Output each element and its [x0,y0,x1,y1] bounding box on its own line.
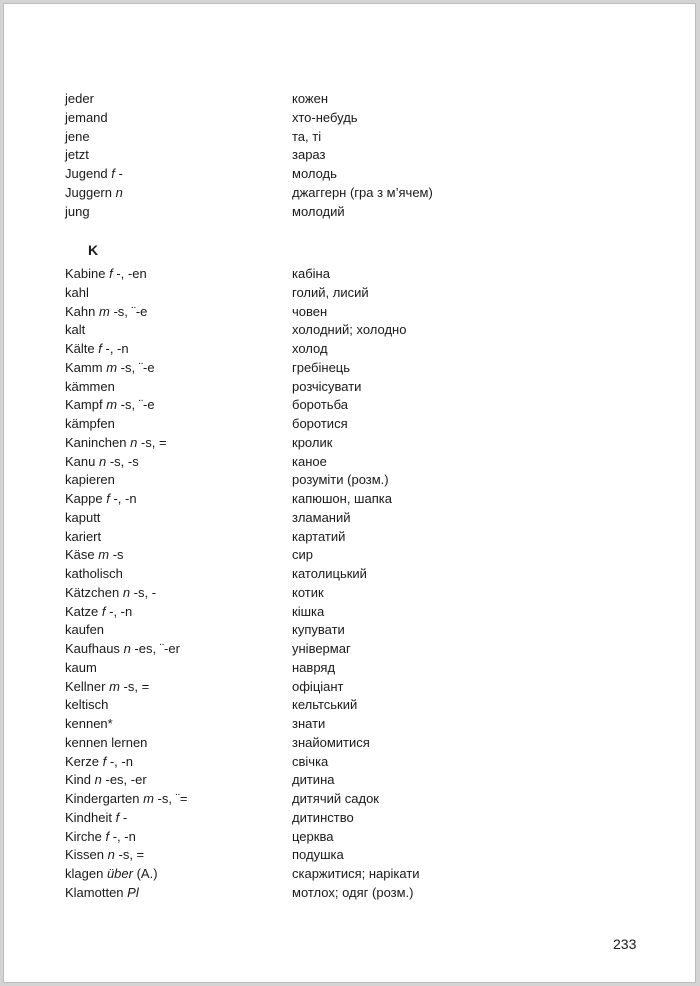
german-term [65,640,180,659]
german-term [65,321,85,340]
german-term [65,509,100,528]
translation: дитинство [292,809,354,825]
translation: навряд [292,659,336,675]
german-term [65,734,147,753]
grammar-info: n -s, = [130,434,167,450]
headword: Kirche [65,828,102,844]
german-term [65,184,123,203]
dictionary-entry [65,603,665,622]
dictionary-entry [65,303,665,322]
translation: боротьба [292,397,348,413]
german-term [65,884,139,903]
dictionary-entry [65,90,665,109]
dictionary-entry [65,509,665,528]
headword: Katze [65,603,99,619]
translation: боротися [292,416,348,431]
german-term [65,865,158,884]
headword: Kappe [65,491,103,506]
dictionary-entry [65,715,665,734]
section-heading-k: K [88,242,99,258]
dictionary-entry [65,790,665,809]
translation: капюшон, шапка [292,491,392,506]
german-term [65,771,147,790]
grammar-info: n -s, -s [99,453,139,469]
dictionary-entry [65,809,665,828]
translation: універмаг [292,641,351,656]
grammar-info: f -, -n [106,491,137,506]
grammar-info: n -es, ¨-er [123,641,180,656]
translation: свічка [292,753,329,769]
german-term [65,303,147,322]
headword: kalt [65,322,86,338]
german-term [65,165,123,184]
translation: скаржитися; нарікати [292,866,420,881]
german-term [65,753,133,772]
page-number: 233 [613,936,637,952]
german-term [65,621,104,640]
dictionary-entry [65,659,665,678]
dictionary-entry [65,640,665,659]
german-term [65,603,132,622]
headword: Kahn [65,303,96,319]
german-term [65,90,94,109]
grammar-info: f -, -en [109,266,147,281]
translation: офіціант [292,678,344,694]
dictionary-entry [65,846,665,865]
translation: голий, лисий [292,284,369,300]
headword: Kanu [65,453,96,469]
dictionary-entry [65,265,665,284]
translation: молодий [292,203,345,219]
dictionary-entry [65,453,665,472]
dictionary-entry [65,321,665,340]
translation: розчісувати [292,378,362,394]
german-term [65,584,156,603]
headword: kahl [65,284,89,300]
translation: кельтський [292,697,358,713]
grammar-info: m -s, ¨-e [99,303,148,319]
dictionary-entry [65,884,665,903]
grammar-info: n [115,184,123,200]
translation: дитина [292,772,335,788]
headword: Kabine [65,266,106,281]
dictionary-entry [65,203,665,222]
translation: кабіна [292,266,330,281]
grammar-info: m -s, ¨-e [106,359,155,375]
german-term [65,490,137,509]
headword: kaum [65,659,97,675]
headword: Klamotten [65,884,124,900]
dictionary-entry [65,415,665,434]
german-term [65,471,115,490]
german-term [65,790,188,809]
german-term [65,453,139,472]
dictionary-entry [65,184,665,203]
german-term [65,128,90,147]
translation: картатий [292,528,346,544]
translation: знайомитися [292,734,370,750]
headword: Kaufhaus [65,641,120,656]
dictionary-entry [65,546,665,565]
dictionary-entry [65,828,665,847]
grammar-info: Pl [127,884,139,900]
grammar-info: m -s, = [109,678,150,694]
german-term [65,415,115,434]
dictionary-entry [65,865,665,884]
headword: kämmen [65,378,115,394]
german-term [65,340,129,359]
translation: зламаний [292,509,351,525]
german-term [65,109,108,128]
german-term [65,715,113,734]
translation: холод [292,341,328,356]
grammar-info: f - [115,809,128,825]
german-term [65,696,108,715]
german-term [65,284,89,303]
dictionary-entry [65,434,665,453]
grammar-info: f -, -n [105,828,136,844]
headword: jemand [65,109,108,125]
dictionary-entry [65,340,665,359]
translation: човен [292,303,328,319]
headword: Kind [65,772,92,788]
dictionary-entry [65,621,665,640]
grammar-info: m -s, ¨= [143,791,188,806]
translation: католицький [292,566,367,581]
grammar-info: m -s, ¨-e [106,397,155,413]
dictionary-entry [65,396,665,415]
grammar-info: n -s, - [122,584,157,600]
headword: Kälte [65,341,95,356]
dictionary-entry [65,359,665,378]
headword: kaputt [65,509,101,525]
translation: котик [292,584,324,600]
german-term [65,828,136,847]
translation: гребінець [292,359,351,375]
headword: kämpfen [65,416,115,431]
german-term [65,846,144,865]
translation: сир [292,547,313,563]
german-term [65,434,167,453]
headword: Juggern [65,184,112,200]
translation: каное [292,453,327,469]
headword: klagen [65,866,104,881]
headword: jene [65,128,90,144]
translation: знати [292,716,326,731]
german-term [65,265,147,284]
translation: кішка [292,603,325,619]
german-term [65,359,155,378]
translation: подушка [292,847,344,863]
translation: холодний; холодно [292,322,407,338]
translation: розуміти (розм.) [292,472,389,488]
dictionary-entry [65,378,665,397]
dictionary-entry [65,584,665,603]
headword: keltisch [65,697,109,713]
dictionary-entry [65,771,665,790]
translation: хто-небудь [292,109,358,125]
headword: jeder [65,91,94,106]
dictionary-entry [65,165,665,184]
headword: kapieren [65,472,115,488]
translation: церква [292,828,334,844]
headword: kaufen [65,622,105,638]
german-term [65,146,89,165]
headword: jung [65,203,90,219]
headword: kariert [65,528,102,544]
dictionary-page [3,3,696,983]
dictionary-entry [65,678,665,697]
translation: кожен [292,91,329,106]
german-term [65,203,90,222]
dictionary-entry [65,109,665,128]
headword: Kissen [65,847,105,863]
translation: джаггерн (гра з м’ячем) [292,184,433,200]
german-term [65,396,155,415]
german-term [65,809,127,828]
headword: kennen* [65,716,113,731]
dictionary-entry [65,528,665,547]
headword: Kindergarten [65,791,140,806]
dictionary-entry [65,128,665,147]
headword: jetzt [65,147,89,163]
headword: Käse [65,547,95,563]
translation: купувати [292,622,345,638]
grammar-info: über (A.) [106,866,158,881]
grammar-info: n -es, -er [94,772,147,788]
translation: кролик [292,434,333,450]
grammar-info: f -, -n [98,341,129,356]
grammar-info: m -s [98,547,124,563]
translation: дитячий садок [292,791,379,806]
german-term [65,659,97,678]
grammar-info: n -s, = [107,847,145,863]
dictionary-entry [65,490,665,509]
grammar-info: f -, -n [102,753,133,769]
headword: Kätzchen [65,584,120,600]
translation: зараз [292,147,326,163]
dictionary-entry [65,753,665,772]
headword: Kampf [65,397,103,413]
german-term [65,546,124,565]
grammar-info: f - [111,166,123,181]
german-term [65,678,149,697]
section-j [65,90,665,221]
headword: katholisch [65,566,123,581]
translation: мотлох; одяг (розм.) [292,884,414,900]
dictionary-entry [65,471,665,490]
headword: Jugend [65,166,108,181]
headword: Kellner [65,678,106,694]
headword: Kerze [65,753,99,769]
dictionary-entry [65,565,665,584]
german-term [65,528,101,547]
dictionary-entry [65,734,665,753]
translation: молодь [292,166,337,181]
dictionary-entry [65,696,665,715]
grammar-info: f -, -n [101,603,133,619]
headword: Kindheit [65,809,112,825]
headword: kennen lernen [65,734,148,750]
headword: Kamm [65,359,103,375]
headword: Kaninchen [65,434,127,450]
dictionary-entry [65,146,665,165]
translation: та, ті [292,128,322,144]
section-k [65,265,665,903]
german-term [65,378,115,397]
german-term [65,565,123,584]
dictionary-entry [65,284,665,303]
